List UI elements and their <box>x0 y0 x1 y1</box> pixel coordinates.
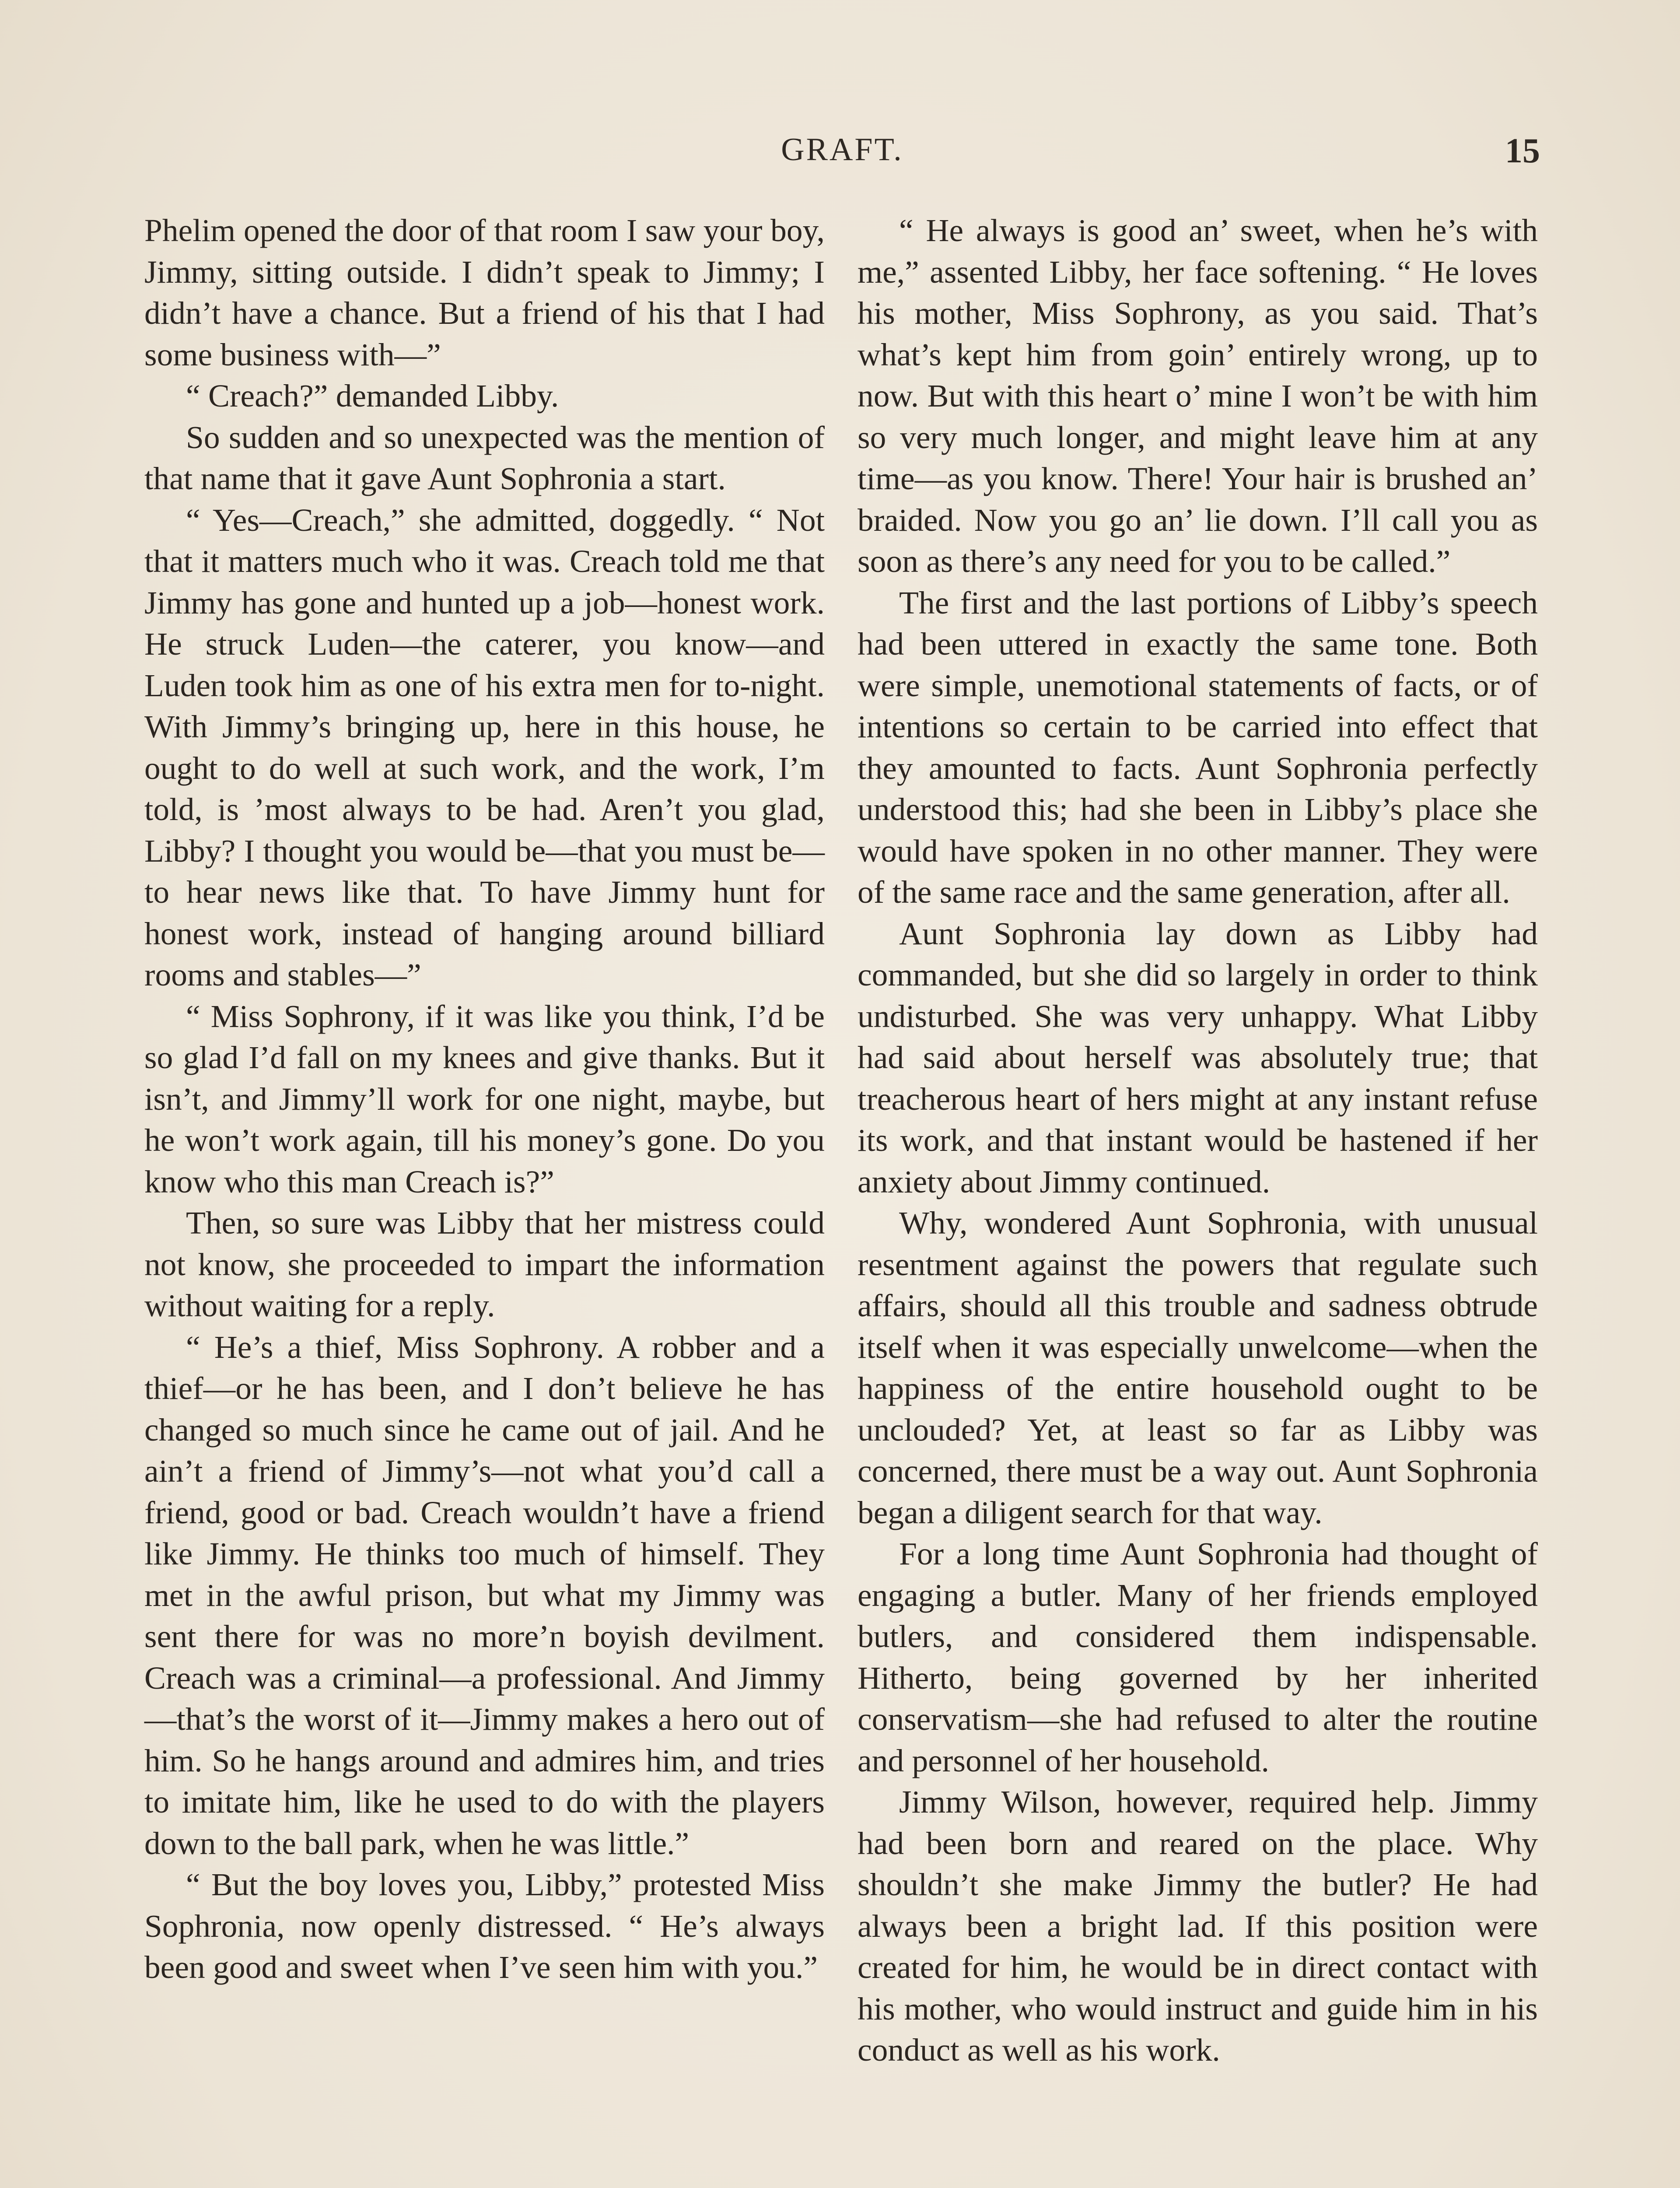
running-title: GRAFT. <box>781 132 903 168</box>
paragraph: Phelim opened the door of that room I saw your boy, Jimmy, sitting outside. I didn’t speak to Jimmy; I didn’t have a chance. But a friend of his that I had some business with—” <box>144 213 825 372</box>
paragraph: Jimmy Wilson, however, required help. Jimmy had been born and reared on the place. Why shouldn’t she make Jimmy the butler? He had always been a bright lad. If this position were created for him, he would be in direct contact with his mother, who would instruct and guide him in his conduct as well as his work. <box>858 1784 1538 2068</box>
paragraph: “ He’s a thief, Miss Sophrony. A robber and a thief—or he has been, and I don’t believe he has changed so much since he came out of jail. And he ain’t a friend of Jimmy’s—not what you’d call a friend, good or bad. Creach wouldn’t have a friend like Jimmy. He thinks too much of himself. They met in the awful prison, but what my Jimmy was sent there for was no more’n boyish devilment. Creach was a criminal—a professional. And Jimmy—that’s the worst of it—Jimmy makes a hero out of him. So he hangs around and admires him, and tries to imitate him, like he used to do with the players down to the ball park, when he was little.” <box>144 1329 825 1861</box>
paragraph: “ Miss Sophrony, if it was like you think, I’d be so glad I’d fall on my knees and give thanks. But it isn’t, and Jimmy’ll work for one night, maybe, but he won’t work again, till his money’s gone. Do you know who this man Creach is?” <box>144 998 825 1199</box>
paragraph: Why, wondered Aunt Sophronia, with unusual resentment against the powers that regulate such affairs, should all this trouble and sadness obtrude itself when it was especially unwelcome—when the happiness of the entire household ought to be unclouded? Yet, at least so far as Libby was concerned, there must be a way out. Aunt Sophronia began a diligent search for that way. <box>858 1205 1538 1530</box>
paragraph: “ Creach?” demanded Libby. <box>186 378 559 414</box>
paragraph: Then, so sure was Libby that her mistress could not know, she proceeded to impart the information without waiting for a reply. <box>144 1205 825 1323</box>
paragraph: “ Yes—Creach,” she admitted, doggedly. “ Not that it matters much who it was. Creach told me that Jimmy has gone and hunted up a job—honest work. He struck Luden—the caterer, you know—and Luden took him as one of his extra men for to-night. With Jimmy’s bringing up, here in this house, he ought to do well at such work, and the work, I’m told, is ’most always to be had. Aren’t you glad, Libby? I thought you would be—that you must be—to hear news like that. To have Jimmy hunt for honest work, instead of hanging around billiard rooms and stables—” <box>144 502 825 992</box>
paragraph: The first and the last portions of Libby’s speech had been uttered in exactly the same tone. Both were simple, unemotional statements of facts, or of intentions so certain to be carried into effect that they amounted to facts. Aunt Sophronia perfectly understood this; had she been in Libby’s place she would have spoken in no other manner. They were of the same race and the same generation, after all. <box>858 585 1538 910</box>
paragraph: For a long time Aunt Sophronia had thought of engaging a butler. Many of her friends employed butlers, and considered them indispensable. Hitherto, being governed by her inherited conservatism—she had refused to alter the routine and personnel of her household. <box>858 1536 1538 1778</box>
page-number: 15 <box>1505 132 1540 170</box>
page-header <box>144 131 1540 184</box>
paragraph: “ He always is good an’ sweet, when he’s with me,” assented Libby, her face softening. “ He loves his mother, Miss Sophrony, as you said. That’s what’s kept him from goin’ entirely wrong, up to now. But with this heart o’ mine I won’t be with him so very much longer, and might leave him at any time—as you know. There! Your hair is brushed an’ braided. Now you go an’ lie down. I’ll call you as soon as there’s any need for you to be called.” <box>858 213 1538 579</box>
paragraph: “ But the boy loves you, Libby,” protested Miss Sophronia, now openly distressed. “ He’s always been good and sweet when I’ve seen him with you.” <box>144 1867 825 1985</box>
paragraph: So sudden and so unexpected was the mention of that name that it gave Aunt Sophronia a start. <box>144 419 825 496</box>
right-column <box>858 210 1538 2071</box>
left-column <box>144 210 825 1988</box>
paragraph: Aunt Sophronia lay down as Libby had commanded, but she did so largely in order to think undisturbed. She was very unhappy. What Libby had said about herself was absolutely true; that treacherous heart of hers might at any instant refuse its work, and that instant would be hastened if her anxiety about Jimmy continued. <box>858 915 1538 1199</box>
